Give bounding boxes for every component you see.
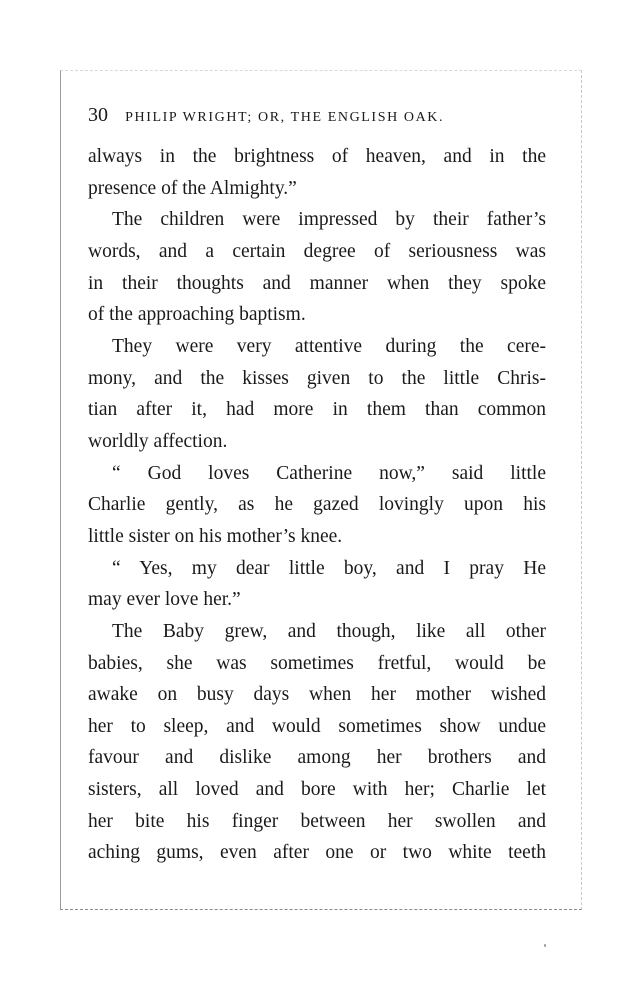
text-line: favour and dislike among her brothers and [88, 747, 546, 769]
text-line: tian after it, had more in them than common [88, 399, 546, 421]
text-line: presence of the Almighty.” [88, 177, 297, 199]
text-line: her bite his finger between her swollen and [88, 810, 546, 832]
text-line: words, and a certain degree of seriousness was [88, 240, 546, 262]
running-header [88, 104, 534, 128]
text-line: The Baby grew, and though, like all other [112, 620, 546, 642]
text-line: They were very attentive during the cere- [112, 335, 546, 357]
paper-speck [544, 944, 546, 947]
text-line: may ever love her.” [88, 589, 241, 611]
text-line: worldly affection. [88, 430, 228, 452]
text-line: awake on busy days when her mother wished [88, 684, 546, 706]
text-line: always in the brightness of heaven, and in the [88, 146, 546, 167]
running-title: PHILIP WRIGHT; OR, THE ENGLISH OAK. [125, 110, 445, 125]
text-line: of the approaching baptism. [88, 304, 306, 326]
text-line: “ Yes, my dear little boy, and I pray He [112, 557, 546, 579]
text-line: Charlie gently, as he gazed lovingly upon his [88, 494, 546, 516]
text-line: sisters, all loved and bore with her; Charlie let [88, 779, 546, 801]
text-line: “ God loves Catherine now,” said little [112, 462, 546, 484]
text-line: babies, she was sometimes fretful, would be [88, 652, 546, 674]
text-line: mony, and the kisses given to the little Chris- [88, 367, 546, 389]
body-text [88, 141, 546, 869]
text-line: in their thoughts and manner when they spoke [88, 272, 546, 294]
text-line: little sister on his mother’s knee. [88, 525, 343, 547]
page-number: 30 [88, 104, 108, 126]
text-line: The children were impressed by their father’s [112, 209, 546, 231]
text-line: aching gums, even after one or two white teeth [88, 842, 546, 864]
text-line: her to sleep, and would sometimes show undue [88, 715, 546, 737]
